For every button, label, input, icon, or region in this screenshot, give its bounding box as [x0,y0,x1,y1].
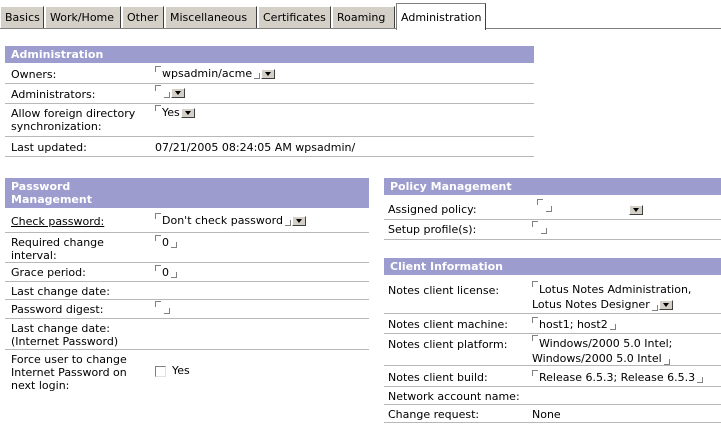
client-license-field[interactable] [532,282,691,312]
last-updated-row [5,137,534,157]
client-platform-row [384,334,721,366]
field-end-icon [652,305,658,311]
field-start-icon [155,235,161,241]
label-line: interval: [11,249,57,262]
field-start-icon [532,317,538,323]
administrators-dropdown-button[interactable] [171,88,185,98]
network-account-row [384,387,721,405]
client-build-row [384,366,721,387]
tab-label: Roaming [337,11,386,24]
label-line: Internet Password on [11,366,127,379]
label-line: Required change [11,236,104,249]
assigned-policy-label: Assigned policy: [388,203,477,216]
foreign-sync-dropdown-button[interactable] [181,108,195,118]
label-line: synchronization: [11,120,102,133]
client-information-section [384,258,721,423]
field-start-icon [532,335,538,341]
label-line: next login: [11,379,70,392]
tab-miscellaneous[interactable] [165,6,257,29]
grace-period-field[interactable] [155,266,177,279]
field-start-icon [532,281,538,287]
tab-label: Administration [401,11,482,24]
label-line: (Internet Password) [11,335,119,348]
required-change-value: 0 [162,236,169,249]
client-machine-value: host1; host2 [539,318,608,331]
tab-other[interactable] [122,6,164,29]
owners-field[interactable] [155,67,275,80]
field-start-icon [532,370,538,376]
label-line: Allow foreign directory [11,107,136,120]
last-updated-label: Last updated: [11,141,87,154]
tab-divider [0,28,721,29]
tab-administration[interactable] [396,3,486,30]
foreign-sync-field[interactable] [155,106,195,119]
network-account-label: Network account name: [388,390,520,403]
field-start-icon [155,66,161,72]
label-line: Force user to change [11,353,127,366]
field-start-icon [155,105,161,111]
check-password-field[interactable] [155,214,306,227]
client-license-row [384,275,721,314]
grace-period-value: 0 [162,266,169,279]
tab-label: Certificates [263,11,326,24]
administrators-row [5,84,534,104]
tab-label: Other [127,11,159,24]
field-start-icon [537,199,543,205]
password-digest-field[interactable] [155,302,170,315]
field-end-icon [171,242,177,248]
required-change-label [11,236,104,262]
required-change-field[interactable] [155,236,177,249]
last-change-internet-row [5,319,369,350]
owners-label: Owners: [11,68,57,81]
change-request-label: Change request: [388,408,480,421]
administrators-field[interactable] [155,86,185,99]
administrators-label: Administrators: [11,88,96,101]
tab-bar [0,0,721,30]
client-build-field[interactable] [532,371,703,384]
section-header: Administration [5,46,534,63]
policy-management-section [384,178,721,240]
tab-label: Basics [5,11,40,24]
client-license-value-line: Lotus Notes Administration, [539,283,692,296]
field-end-icon [164,308,170,314]
foreign-sync-label [11,107,135,133]
client-machine-label: Notes client machine: [388,318,508,331]
tab-roaming[interactable] [332,6,395,29]
field-end-icon [171,272,177,278]
owners-value: wpsadmin/acme [162,67,253,80]
client-platform-label: Notes client platform: [388,338,508,351]
client-machine-field[interactable] [532,318,616,331]
tab-label: Miscellaneous [170,11,248,24]
force-change-option[interactable] [155,364,190,377]
change-request-value: None [532,408,561,421]
section-header [5,178,369,208]
tab-certificates[interactable] [258,6,331,29]
password-management-section [5,178,369,396]
last-change-internet-label [11,322,118,348]
field-start-icon [155,85,161,91]
force-change-row [5,350,369,396]
field-start-icon [155,265,161,271]
setup-profiles-field[interactable] [532,222,547,235]
force-change-checkbox[interactable] [155,366,166,377]
last-updated-value: 07/21/2005 08:24:05 AM wpsadmin/ [155,141,356,154]
force-change-label [11,353,127,392]
field-end-icon [697,377,703,383]
field-start-icon [155,301,161,307]
last-change-row [5,282,369,300]
check-password-dropdown-button[interactable] [292,216,306,226]
password-digest-label: Password digest: [11,303,104,316]
tab-work-home[interactable] [45,6,121,29]
check-password-label[interactable]: Check password: [11,215,105,228]
change-request-row [384,405,721,423]
section-header: Client Information [384,258,721,275]
client-machine-row [384,314,721,334]
owners-row [5,63,534,84]
section-header: Policy Management [384,178,721,195]
client-platform-field[interactable] [532,336,672,366]
field-end-icon [610,324,616,330]
tab-label: Work/Home [50,11,115,24]
field-end-icon [254,73,260,79]
client-platform-value-line: Windows/2000 5.0 Intel; [539,337,673,350]
owners-dropdown-button[interactable] [261,69,275,79]
field-end-icon [541,228,547,234]
foreign-sync-row [5,104,534,137]
field-start-icon [155,213,161,219]
required-change-row [5,233,369,263]
grace-period-row [5,263,369,282]
field-end-icon [164,92,170,98]
foreign-sync-value: Yes [162,106,180,119]
setup-profiles-row [384,220,721,240]
assigned-policy-row [384,195,721,220]
assigned-policy-dropdown-button[interactable] [629,205,643,215]
check-password-row [5,208,369,233]
field-start-icon [532,221,538,227]
header-line: Password [11,180,71,193]
client-license-value-line: Lotus Notes Designer [532,298,650,311]
header-line: Management [11,193,92,206]
last-change-label: Last change date: [11,285,110,298]
check-password-value: Don't check password [162,214,283,227]
client-license-label: Notes client license: [388,284,500,297]
tab-basics[interactable] [0,6,44,29]
force-change-option-label: Yes [172,364,190,377]
administration-section [5,46,534,157]
client-license-dropdown-button[interactable] [659,300,673,310]
client-build-label: Notes client build: [388,371,488,384]
password-digest-row [5,300,369,319]
label-line: Last change date: [11,322,110,335]
field-end-icon [285,220,291,226]
client-platform-value-line: Windows/2000 5.0 Intel [532,352,662,365]
grace-period-label: Grace period: [11,266,86,279]
field-end-icon [664,359,670,365]
assigned-policy-field[interactable] [537,200,552,213]
setup-profiles-label: Setup profile(s): [388,223,477,236]
client-build-value: Release 6.5.3; Release 6.5.3 [539,371,696,384]
field-end-icon [546,206,552,212]
